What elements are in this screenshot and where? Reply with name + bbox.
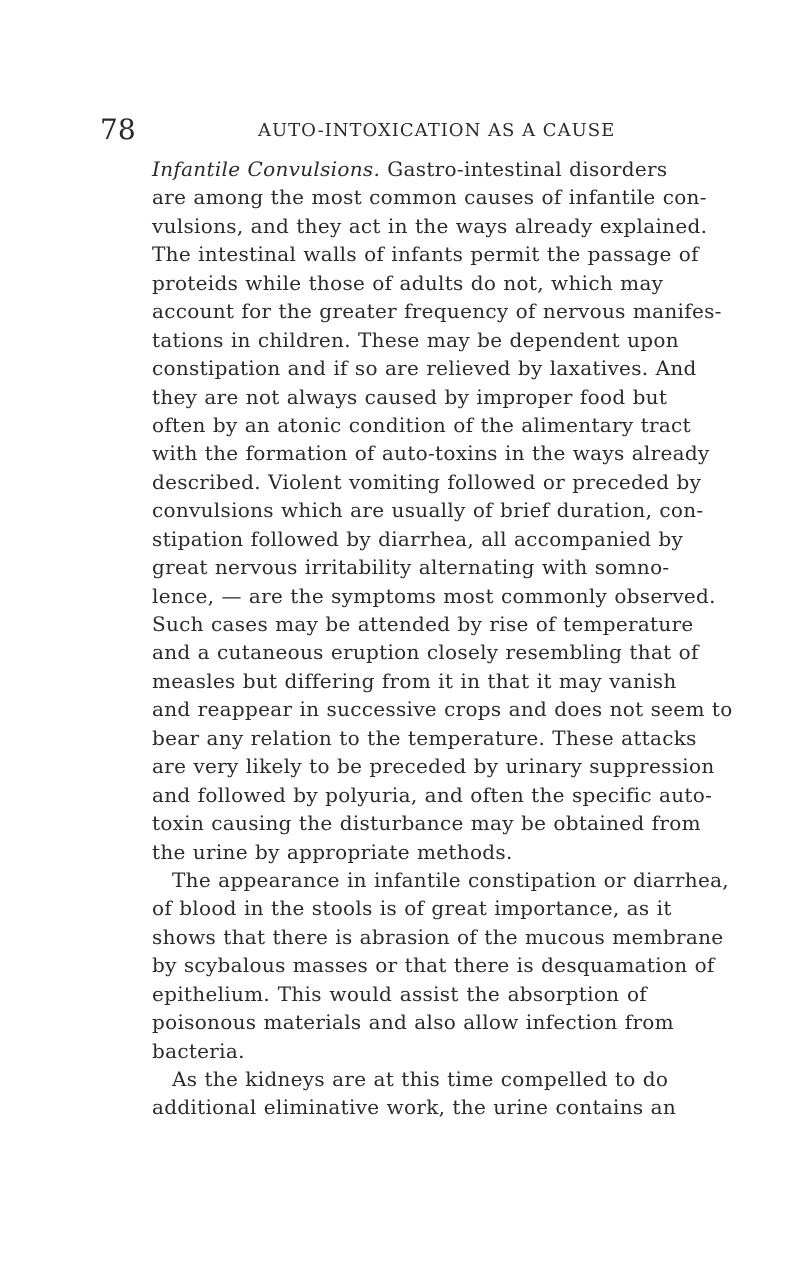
text-line-rest: Gastro-intestinal disorders (380, 157, 668, 181)
text-line: As the kidneys are at this time compelled to do (172, 1067, 669, 1091)
paragraph-infantile-convulsions (152, 155, 733, 866)
text-line: great nervous irritability alternating with somno- (152, 555, 670, 580)
text-line: the urine by appropriate methods. (152, 839, 513, 864)
running-head (100, 115, 660, 145)
run-in-heading: Infantile Convulsions. (152, 157, 381, 181)
body-text (152, 155, 733, 1122)
text-line: and a cutaneous eruption closely resembling that of (152, 640, 699, 665)
text-line: epithelium. This would assist the absorption of (152, 981, 647, 1006)
text-line: proteids while those of adults do not, which may (152, 270, 664, 295)
text-line: are among the most common causes of infantile con- (152, 185, 707, 210)
text-line: of blood in the stools is of great importance, as it (152, 896, 672, 921)
text-line: described. Violent vomiting followed or preceded by (152, 469, 702, 494)
text-line: account for the greater frequency of nervous manifes- (152, 299, 722, 324)
text-line: shows that there is abrasion of the mucous membrane (152, 924, 724, 949)
text-line: and followed by polyuria, and often the specific auto- (152, 782, 713, 807)
text-line: and reappear in successive crops and does not seem to (152, 697, 733, 722)
text-line: additional eliminative work, the urine contains an (152, 1095, 677, 1120)
text-line: are very likely to be preceded by urinary suppression (152, 754, 715, 779)
text-line: often by an atonic condition of the alimentary tract (152, 412, 691, 437)
text-line: lence, — are the symptoms most commonly observed. (152, 583, 716, 608)
text-line: vulsions, and they act in the ways already explained. (152, 213, 708, 238)
running-title: AUTO-INTOXICATION AS A CAUSE (258, 120, 616, 141)
text-line: convulsions which are usually of brief duration, con- (152, 498, 704, 523)
text-line: The appearance in infantile constipation or diarrhea, (172, 867, 729, 892)
paragraph-blood-in-stools (152, 866, 729, 1065)
page-number: 78 (100, 113, 136, 146)
text-line: bear any relation to the temperature. These attacks (152, 725, 697, 750)
text-line: tations in children. These may be dependent upon (152, 327, 679, 352)
text-line: poisonous materials and also allow infection from (152, 1010, 674, 1035)
text-line: constipation and if so are relieved by laxatives. And (152, 356, 697, 381)
text-line: Such cases may be attended by rise of temperature (152, 612, 694, 636)
text-line: stipation followed by diarrhea, all accompanied by (152, 526, 684, 551)
text-line: measles but differing from it in that it may vanish (152, 668, 677, 693)
text-line (152, 155, 668, 183)
text-line: they are not always caused by improper food but (152, 384, 668, 409)
text-line: by scybalous masses or that there is desquamation of (152, 953, 715, 978)
text-line: The intestinal walls of infants permit the passage of (152, 242, 699, 267)
paragraph-kidneys (152, 1065, 677, 1122)
text-line: toxin causing the disturbance may be obtained from (152, 811, 701, 836)
text-line: bacteria. (152, 1038, 245, 1063)
text-line: with the formation of auto-toxins in the ways already (152, 441, 710, 466)
